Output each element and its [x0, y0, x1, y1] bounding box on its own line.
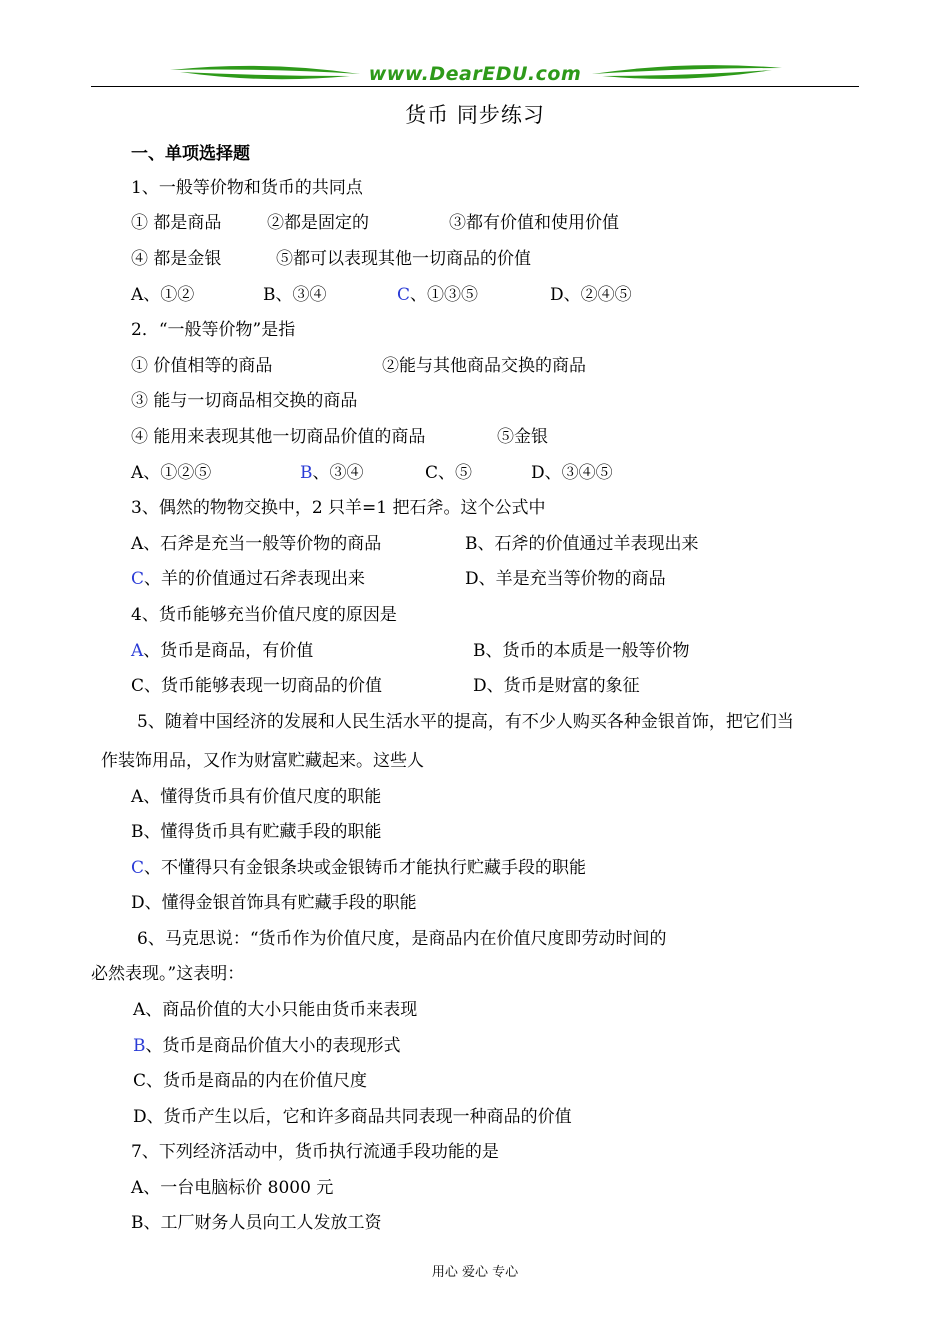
q6-stem-line-2: 必然表现。”这表明：	[91, 964, 245, 984]
q3-option-d: D、羊是充当等价物的商品	[465, 569, 666, 589]
q5-option-d: D、懂得金银首饰具有贮藏手段的职能	[131, 893, 417, 913]
q7-option-a: A、一台电脑标价 8000 元	[131, 1178, 334, 1198]
q1-stem: 1、一般等价物和货币的共同点	[131, 178, 363, 198]
q4-stem: 4、货币能够充当价值尺度的原因是	[131, 605, 397, 625]
q2-item-2: ②能与其他商品交换的商品	[382, 356, 586, 376]
q2-answer-letter: B	[300, 463, 313, 483]
q5-option-c: C、不懂得只有金银条块或金银铸币才能执行贮藏手段的职能	[131, 858, 587, 878]
q2-option-b: B、③④	[300, 463, 364, 483]
q5-option-b: B、懂得货币具有贮藏手段的职能	[131, 822, 382, 842]
q1-item-5: ⑤都可以表现其他一切商品的价值	[276, 249, 531, 269]
q2-stem: 2．“一般等价物”是指	[131, 320, 296, 340]
q3-stem: 3、偶然的物物交换中，2 只羊=1 把石斧。这个公式中	[131, 498, 546, 518]
q2-item-5: ⑤金银	[497, 427, 548, 447]
q1-option-d: D、②④⑤	[550, 285, 632, 305]
q5-option-a: A、懂得货币具有价值尺度的职能	[131, 787, 382, 807]
q6-option-b: B、货币是商品价值大小的表现形式	[133, 1036, 401, 1056]
q3-option-c: C、羊的价值通过石斧表现出来	[131, 569, 366, 589]
site-logo-text: www.DearEDU.com	[368, 63, 582, 85]
q1-option-c: C、①③⑤	[397, 285, 479, 305]
q2-option-c: C、⑤	[425, 463, 473, 483]
q2-item-3: ③ 能与一切商品相交换的商品	[131, 391, 358, 411]
q4-option-b: B、货币的本质是一般等价物	[473, 641, 690, 661]
q6-option-d: D、货币产生以后，它和许多商品共同表现一种商品的价值	[133, 1107, 572, 1127]
page-footer: 用心 爱心 专心	[431, 1265, 519, 1280]
q1-item-1: ① 都是商品	[131, 213, 222, 233]
section-heading: 一、单项选择题	[131, 144, 250, 164]
q6-option-a: A、商品价值的大小只能由货币来表现	[133, 1000, 418, 1020]
q4-option-d: D、货币是财富的象征	[473, 676, 640, 696]
q3-option-a: A、石斧是充当一般等价物的商品	[131, 534, 382, 554]
q1-item-4: ④ 都是金银	[131, 249, 222, 269]
q5-stem-line-1: 5、随着中国经济的发展和人民生活水平的提高，有不少人购买各种金银首饰，把它们当	[137, 712, 794, 732]
q2-item-1: ① 价值相等的商品	[131, 356, 273, 376]
q2-item-4: ④ 能用来表现其他一切商品价值的商品	[131, 427, 426, 447]
q6-stem-line-1: 6、马克思说：“货币作为价值尺度，是商品内在价值尺度即劳动时间的	[137, 929, 667, 949]
q5-stem-line-2: 作装饰用品，又作为财富贮藏起来。这些人	[101, 751, 424, 771]
left-swoosh-logo	[170, 62, 360, 82]
header-rule	[91, 86, 859, 87]
page-header	[0, 0, 950, 100]
q4-option-c: C、货币能够表现一切商品的价值	[131, 676, 383, 696]
q2-option-d: D、③④⑤	[531, 463, 613, 483]
q3-option-b: B、石斧的价值通过羊表现出来	[465, 534, 699, 554]
q3-answer-letter: C	[131, 569, 145, 589]
q1-option-a: A、①②	[131, 285, 195, 305]
document-title: 货币 同步练习	[405, 103, 545, 127]
q7-option-b: B、工厂财务人员向工人发放工资	[131, 1213, 382, 1233]
q1-answer-letter: C	[397, 285, 411, 305]
q5-answer-letter: C	[131, 858, 145, 878]
q2-option-a: A、①②⑤	[131, 463, 212, 483]
q4-answer-letter: A	[131, 641, 144, 661]
q1-option-b: B、③④	[263, 285, 327, 305]
right-swoosh-logo	[592, 62, 782, 82]
q6-option-c: C、货币是商品的内在价值尺度	[133, 1071, 368, 1091]
q1-item-2: ②都是固定的	[267, 213, 369, 233]
q7-stem: 7、下列经济活动中，货币执行流通手段功能的是	[131, 1142, 499, 1162]
q4-option-a: A、货币是商品，有价值	[131, 641, 314, 661]
q6-answer-letter: B	[133, 1036, 146, 1056]
q1-item-3: ③都有价值和使用价值	[449, 213, 619, 233]
